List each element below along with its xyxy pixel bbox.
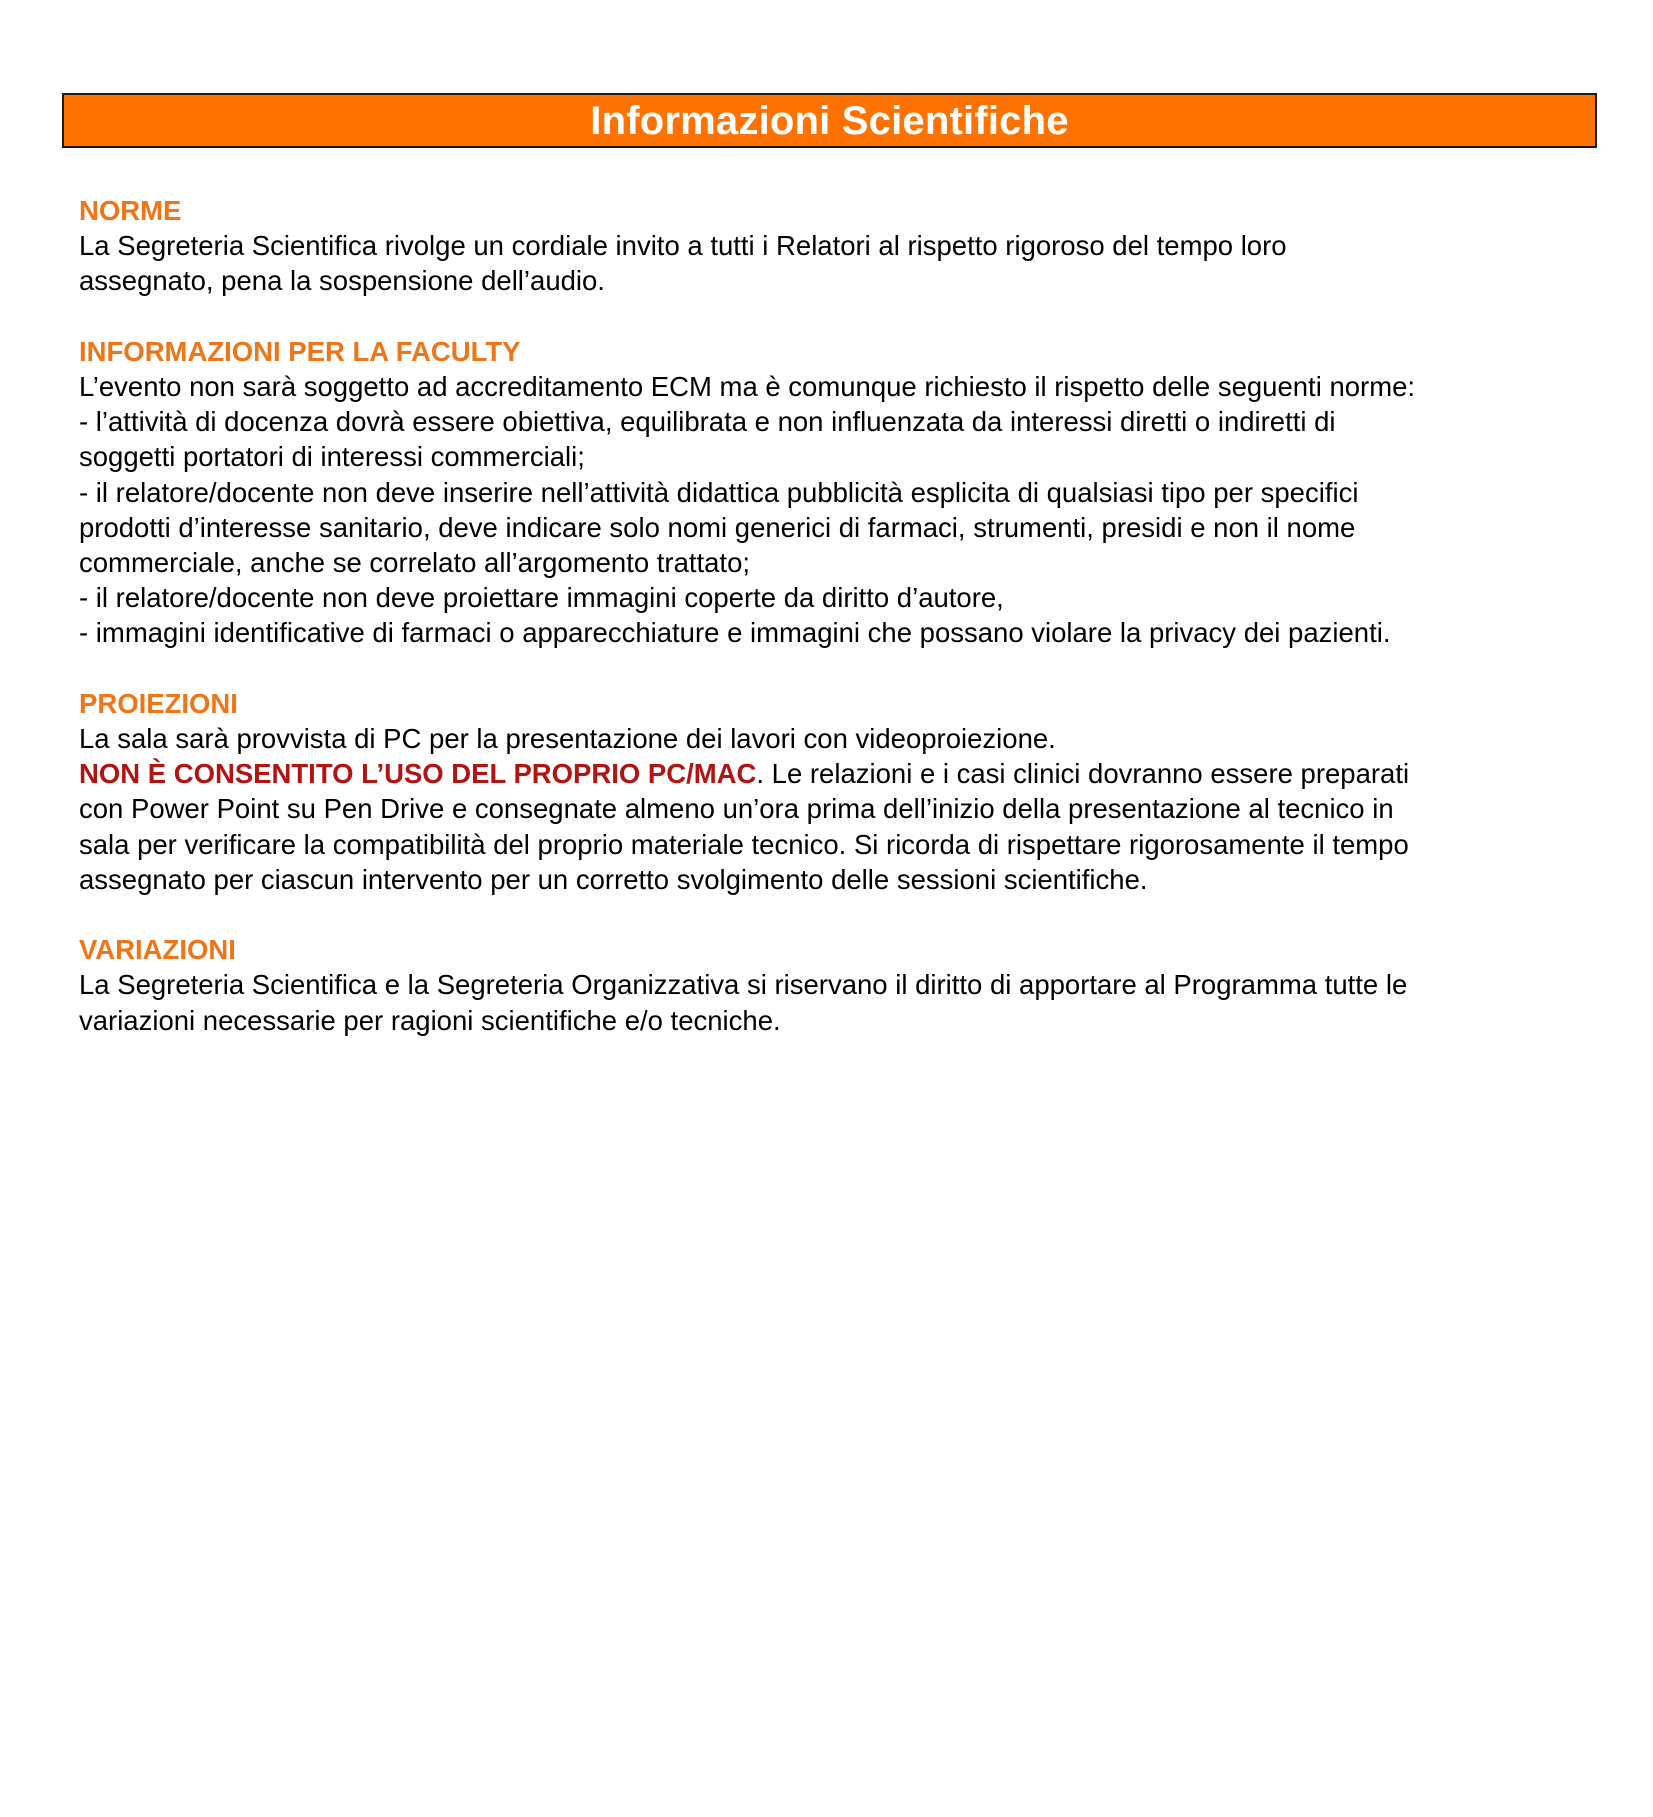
paragraph-line: - l’attività di docenza dovrà essere obiettiva, equilibrata e non influenzata da interessi diretti o indiretti di: [79, 406, 1336, 438]
section-norme: [79, 193, 1579, 299]
paragraph-line: prodotti d’interesse sanitario, deve indicare solo nomi generici di farmaci, strumenti, presidi e non il nome: [79, 511, 1356, 543]
section-heading-norme: NORME: [79, 195, 182, 226]
paragraph-line: La sala sarà provvista di PC per la presentazione dei lavori con videoproiezione.: [79, 723, 1056, 755]
alert-tail-text: . Le relazioni e i casi clinici dovranno essere preparati: [756, 758, 1410, 790]
section-faculty: [79, 334, 1579, 651]
section-heading-proiezioni: PROIEZIONI: [79, 687, 238, 719]
paragraph-line: con Power Point su Pen Drive e consegnate almeno un’ora prima dell’inizio della presentazione al tecnico in: [79, 793, 1394, 825]
title-banner: [62, 93, 1597, 148]
paragraph-line: La Segreteria Scientifica rivolge un cordiale invito a tutti i Relatori al rispetto rigoroso del tempo loro: [79, 230, 1287, 262]
paragraph-line: soggetti portatori di interessi commerciali;: [79, 441, 585, 473]
page-title: Informazioni Scientifiche: [590, 98, 1069, 143]
section-heading-faculty: INFORMAZIONI PER LA FACULTY: [79, 335, 521, 367]
paragraph-line: variazioni necessarie per ragioni scientifiche e/o tecniche.: [79, 1004, 781, 1036]
paragraph-line: - il relatore/docente non deve inserire nell’attività didattica pubblicità esplicita di qualsiasi tipo per specifici: [79, 476, 1359, 508]
paragraph-line: sala per verificare la compatibilità del proprio materiale tecnico. Si ricorda di rispettare rigorosamente il tempo: [79, 828, 1409, 860]
alert-text: NON È CONSENTITO L’USO DEL PROPRIO PC/MAC: [79, 758, 757, 790]
section-variazioni: [79, 932, 1579, 1038]
paragraph-line: assegnato per ciascun intervento per un corretto svolgimento delle sessioni scientifiche.: [79, 863, 1148, 895]
paragraph-line: - immagini identificative di farmaci o apparecchiature e immagini che possano violare la privacy dei pazienti.: [79, 617, 1391, 649]
section-proiezioni: [79, 686, 1579, 897]
paragraph-line-with-alert: [79, 756, 1579, 791]
paragraph-line: - il relatore/docente non deve proiettare immagini coperte da diritto d’autore,: [79, 582, 1004, 614]
paragraph-line: assegnato, pena la sospensione dell’audio.: [79, 265, 605, 297]
paragraph-line: La Segreteria Scientifica e la Segreteria Organizzativa si riservano il diritto di apportare al Programma tutte le: [79, 969, 1408, 1001]
section-heading-variazioni: VARIAZIONI: [79, 934, 236, 966]
document-body: [79, 193, 1579, 1073]
paragraph-line: L’evento non sarà soggetto ad accreditamento ECM ma è comunque richiesto il rispetto delle seguenti norme:: [79, 371, 1416, 402]
paragraph-line: commerciale, anche se correlato all’argomento trattato;: [79, 547, 751, 579]
